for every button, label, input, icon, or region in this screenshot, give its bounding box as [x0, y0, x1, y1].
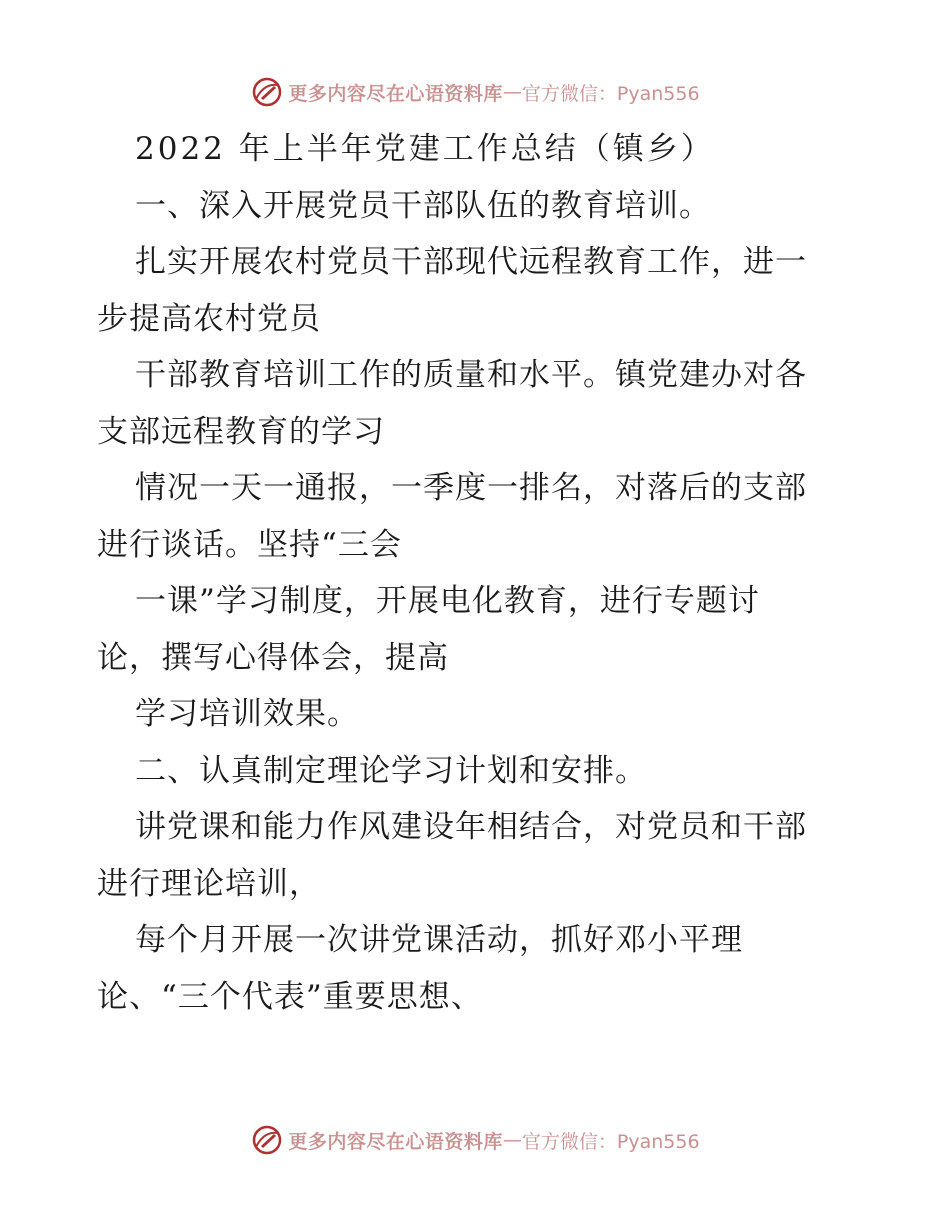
watermark-separator: —: [502, 81, 522, 103]
paragraph-line: 进行谈话。坚持“三会: [97, 526, 402, 563]
document-title: 2022 年上半年党建工作总结（镇乡）: [135, 131, 715, 167]
paragraph-line: 进行理论培训，: [97, 865, 321, 902]
paragraph-line: 支部远程教育的学习: [97, 413, 385, 450]
watermark-text: 更多内容尽在心语资料库: [288, 82, 503, 105]
header-watermark: [0, 70, 950, 114]
section-heading: 一、深入开展党员干部队伍的教育培训。: [135, 187, 711, 224]
section-heading: 二、认真制定理论学习计划和安排。: [135, 752, 647, 789]
pen-logo-icon: [250, 75, 284, 109]
paragraph-line: 每个月开展一次讲党课活动，抓好邓小平理: [135, 922, 743, 958]
paragraph-line: 论，撰写心得体会，提高: [97, 639, 449, 676]
paragraph-line: 论、“三个代表”重要思想、: [97, 978, 483, 1015]
paragraph-line: 学习培训效果。: [135, 696, 359, 732]
pen-logo-icon: [250, 1123, 284, 1157]
paragraph-line: 一课”学习制度，开展电化教育，进行专题讨: [135, 583, 760, 619]
paragraph-line: 步提高农村党员: [97, 300, 321, 337]
watermark-wechat: 官方微信：Pyan556: [521, 82, 700, 105]
watermark-wechat: 官方微信：Pyan556: [521, 1130, 700, 1153]
watermark-text: 更多内容尽在心语资料库: [288, 1130, 503, 1153]
paragraph-line: 扎实开展农村党员干部现代远程教育工作，进一: [135, 244, 807, 280]
paragraph-line: 干部教育培训工作的质量和水平。镇党建办对各: [135, 357, 807, 393]
paragraph-line: 情况一天一通报，一季度一排名，对落后的支部: [135, 470, 807, 506]
paragraph-line: 讲党课和能力作风建设年相结合，对党员和干部: [135, 809, 807, 845]
document-body: [97, 121, 857, 1025]
watermark-separator: —: [502, 1129, 522, 1151]
footer-watermark: [0, 1118, 950, 1162]
